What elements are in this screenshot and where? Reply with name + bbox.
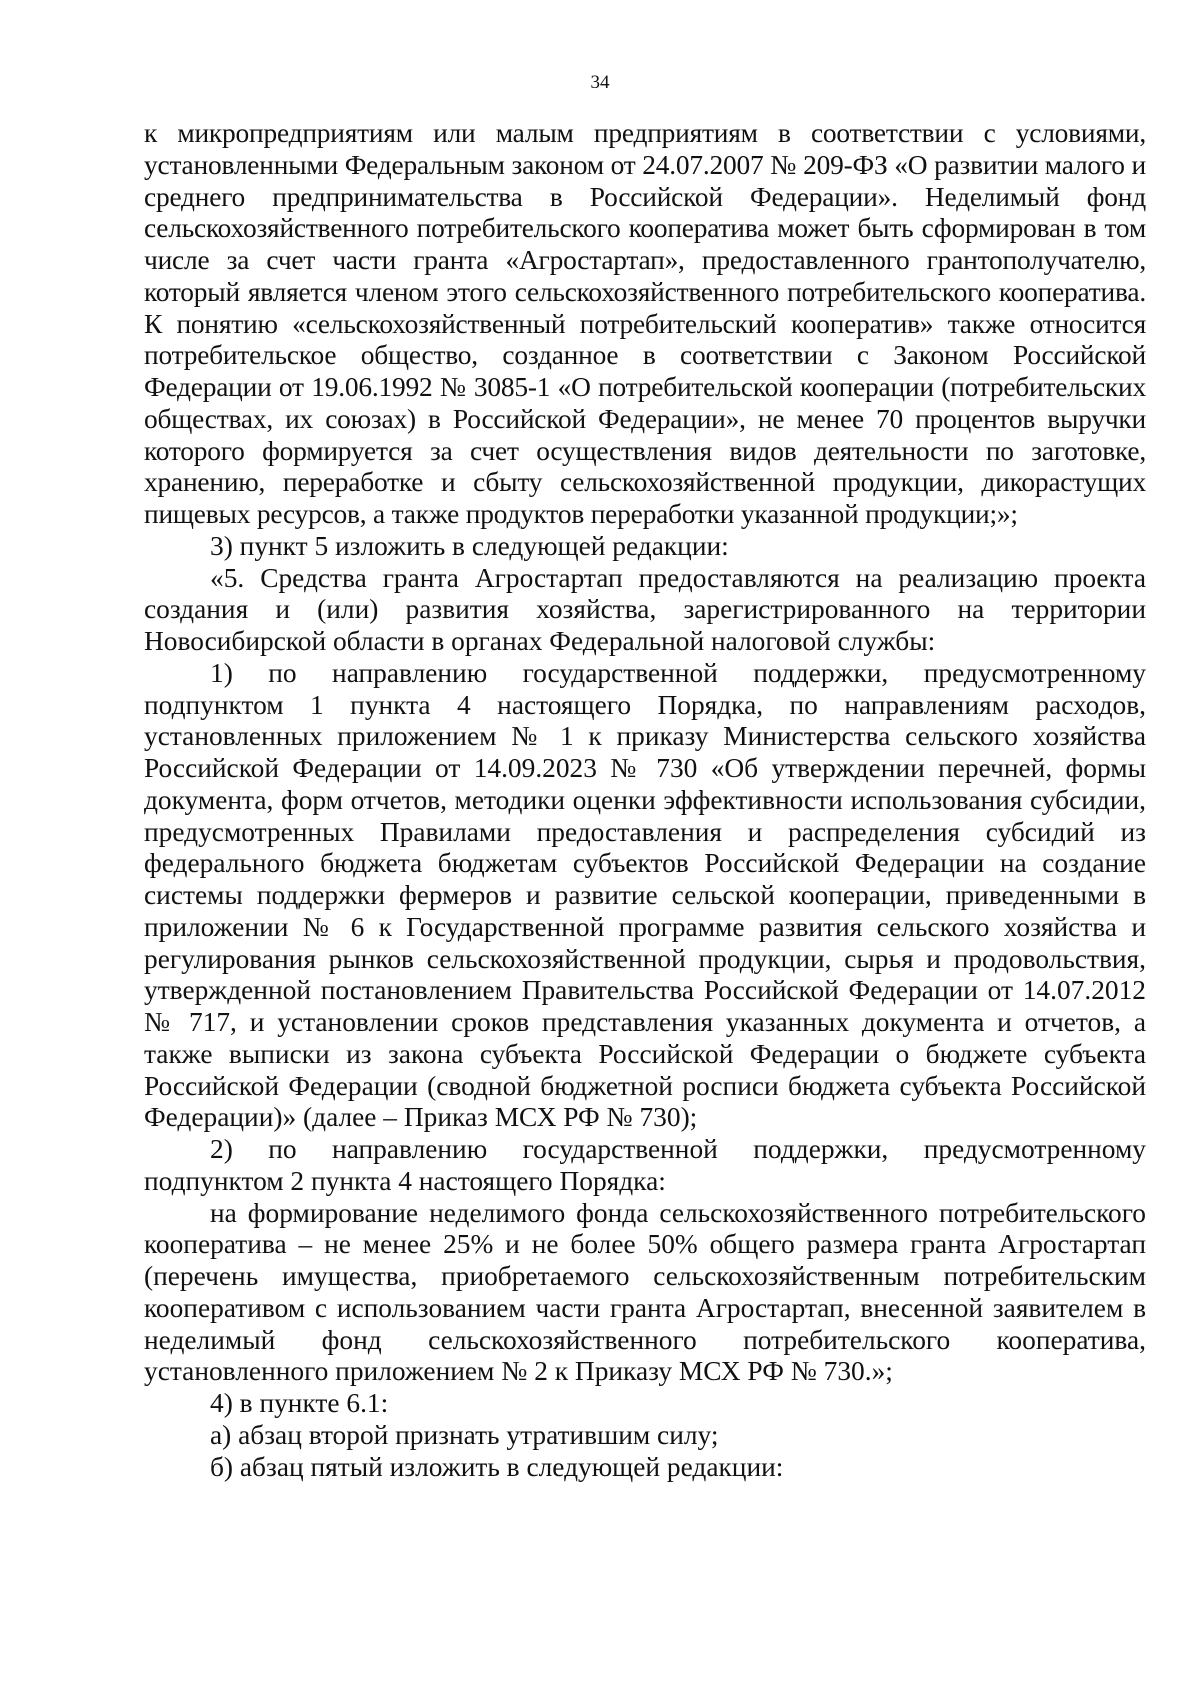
paragraph-item-4b: б) абзац пятый изложить в следующей редакции: <box>210 1451 784 1482</box>
document-body <box>144 118 1146 1483</box>
paragraph-item-4a: а) абзац второй признать утратившим силу; <box>210 1419 719 1450</box>
paragraph-item-4: 4) в пункте 6.1: <box>210 1388 389 1418</box>
paragraph-continuation: к микропредприятиям или малым предприятиям в соответствии с условиями, установленными Федеральным законом от 24.07.2007 № 209-ФЗ «О развитии малого и среднего предпринимательства в Российской Федерации». Неделимый фонд сельскохозяйственного потребительского кооператива может быть сформирован в том числе за счет части гранта «Агростартап», предоставленного грантополучателю, который является членом этого сельскохозяйственного потребительского кооператива. К понятию «сельскохозяйственный потребительский кооператив» также относится потребительское общество, созданное в соответствии с Законом Российской Федерации от 19.06.1992 № 3085-1 «О потребительской кооперации (потребительских обществах, их союзах) в Российской Федерации», не менее 70 процентов выручки которого формируется за счет осуществления видов деятельности по заготовке, хранению, переработке и сбыту сельскохозяйственной продукции, дикорастущих пищевых ресурсов, а также продуктов переработки указанной продукции;»; <box>144 118 1146 529</box>
paragraph-subclause-1: 1) по направлению государственной поддержки, предусмотренному подпунктом 1 пункта 4 настоящего Порядка, по направлениям расходов, установленных приложением № 1 к приказу Министерства сельского хозяйства Российской Федерации от 14.09.2023 № 730 «Об утверждении перечней, формы документа, форм отчетов, методики оценки эффективности использования субсидии, предусмотренных Правилами предоставления и распределения субсидий из федерального бюджета бюджетам субъектов Российской Федерации на создание системы поддержки фермеров и развитие сельской кооперации, приведенными в приложении № 6 к Государственной программе развития сельского хозяйства и регулирования рынков сельскохозяйственной продукции, сырья и продовольствия, утвержденной постановлением Правительства Российской Федерации от 14.07.2012 № 717, и установлении сроков представления указанных документа и отчетов, а также выписки из закона субъекта Российской Федерации о бюджете субъекта Российской Федерации (сводной бюджетной росписи бюджета субъекта Российской Федерации)» (далее – Приказ МСХ РФ № 730); <box>144 657 1146 1133</box>
page-number: 34 <box>590 72 610 93</box>
paragraph-clause-5: «5. Средства гранта Агростартап предоставляются на реализацию проекта создания и (или) развития хозяйства, зарегистрированного на территории Новосибирской области в органах Федеральной налоговой службы: <box>144 562 1146 656</box>
paragraph-item-3: 3) пункт 5 изложить в следующей редакции: <box>210 530 729 561</box>
paragraph-subclause-2: 2) по направлению государственной поддержки, предусмотренному подпунктом 2 пункта 4 настоящего Порядка: <box>144 1134 1146 1196</box>
paragraph-indivisible-fund: на формирование неделимого фонда сельскохозяйственного потребительского кооператива – не менее 25% и не более 50% общего размера гранта Агростартап (перечень имущества, приобретаемого сельскохозяйственным потребительским кооперативом с использованием части гранта Агростартап, внесенной заявителем в неделимый фонд сельскохозяйственного потребительского кооператива, установленного приложением № 2 к Приказу МСХ РФ № 730.»; <box>144 1197 1146 1387</box>
